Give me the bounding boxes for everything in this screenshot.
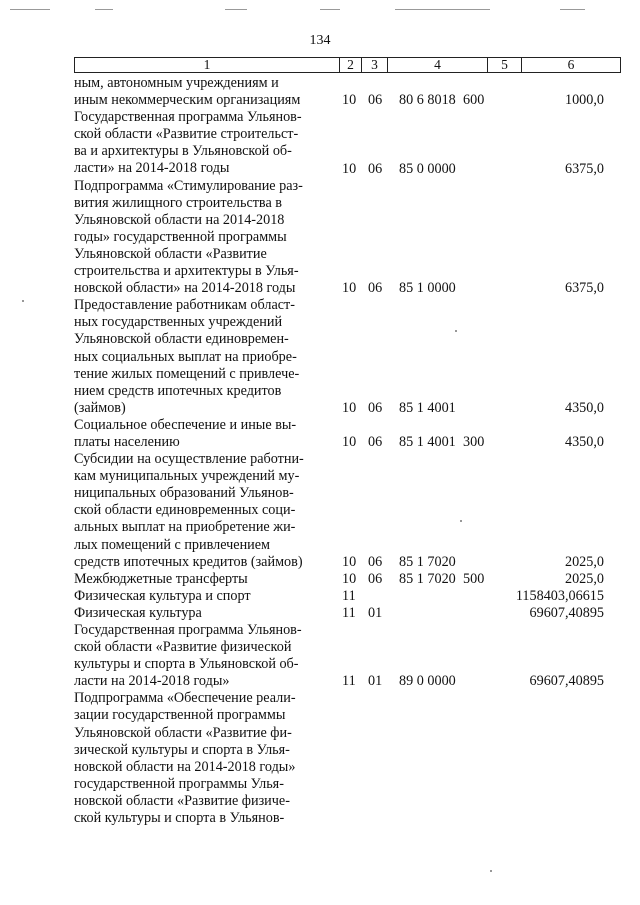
table-row [74, 605, 621, 622]
scan-speck [22, 300, 24, 302]
amount: 4350,0 [564, 399, 604, 416]
amount: 69607,40895 [529, 605, 604, 621]
subsection-code: 06 [368, 160, 383, 177]
target-article-code: 85 1 7020 [399, 553, 456, 570]
row-codes [74, 588, 621, 605]
row-codes [74, 400, 621, 417]
row-description: Физическая культура и спорт [74, 587, 251, 604]
table-row [74, 178, 621, 298]
scan-mark [560, 9, 585, 10]
row-description: Социальное обеспечение и иные вы- платы населению [74, 416, 297, 450]
column-header-6: 6 [567, 57, 575, 72]
expense-type-code: 300 [463, 434, 485, 451]
expense-type-code: 600 [463, 92, 485, 109]
budget-table-body [74, 75, 621, 827]
scan-mark [395, 9, 490, 10]
table-row [74, 588, 621, 605]
section-code: 10 [342, 160, 357, 177]
row-codes [74, 554, 621, 571]
amount: 6375,0 [564, 280, 604, 297]
subsection-code: 06 [368, 280, 383, 297]
target-article-code: 85 1 4001 [399, 399, 456, 416]
table-row [74, 109, 621, 177]
scan-mark [10, 9, 50, 10]
section-code: 11 [342, 673, 356, 690]
target-article-code: 85 1 0000 [399, 280, 456, 297]
row-codes [74, 92, 621, 109]
table-row [74, 690, 621, 827]
scan-speck [490, 870, 492, 872]
amount: 4350,0 [564, 434, 604, 451]
amount: 2025,0 [564, 570, 604, 587]
section-code: 10 [342, 280, 357, 297]
column-header-row [74, 57, 621, 73]
scan-mark [225, 9, 247, 10]
section-code: 11 [342, 605, 356, 621]
subsection-code: 06 [368, 434, 383, 451]
row-codes [74, 434, 621, 451]
column-header-5: 5 [488, 58, 522, 72]
subsection-code: 01 [368, 673, 383, 690]
section-code: 10 [342, 570, 357, 587]
target-article-code: 80 6 8018 [399, 92, 456, 109]
row-description: Физическая культура [74, 604, 202, 621]
target-article-code: 85 1 4001 [399, 434, 456, 451]
target-article-code: 89 0 0000 [399, 673, 456, 690]
section-code: 10 [342, 92, 357, 109]
section-code: 10 [342, 399, 357, 416]
target-article-code: 85 1 7020 [399, 570, 456, 587]
row-description: Государственная программа Ульянов- ской области «Развитие физической культуры и спорта в Ульяновской об- ласти на 2014-2018 годы» [74, 622, 302, 690]
scan-mark [95, 9, 113, 10]
section-code: 10 [342, 553, 357, 570]
row-codes [74, 280, 621, 297]
amount: 6375,0 [564, 160, 604, 177]
table-row [74, 75, 621, 109]
row-description: Подпрограмма «Обеспечение реали- зации государственной программы Ульяновской области «Развитие фи- зической культуры и спорта в Улья- новской области на 2014-2018 годы» государственной программы Улья- новской области «Развитие физиче- ской культуры и спорта в Ульянов- [74, 690, 296, 827]
row-description: Предоставление работникам област- ных государственных учреждений Ульяновской области единовремен- ных социальных выплат на приобре- тение жилых помещений с привлече- нием средств ипотечных кредитов (займов) [74, 297, 300, 416]
column-header-1: 1 [75, 58, 340, 72]
row-codes [74, 605, 621, 622]
section-code: 10 [342, 434, 357, 451]
subsection-code: 06 [368, 553, 383, 570]
row-codes [74, 673, 621, 690]
column-header-4: 4 [388, 58, 488, 72]
target-article-code: 85 0 0000 [399, 160, 456, 177]
row-codes [74, 161, 621, 178]
expense-type-code: 500 [463, 570, 485, 587]
row-description: Подпрограмма «Стимулирование раз- вития жилищного строительства в Ульяновской области на 2014-2018 годы» государственной программы Ульяновской области «Развитие строительства и архитектуры в Улья- новской области» на 2014-2018 годы [74, 177, 303, 297]
section-code: 11 [342, 587, 356, 604]
amount: 2025,0 [564, 553, 604, 570]
table-row [74, 297, 621, 417]
subsection-code: 06 [368, 399, 383, 416]
table-row [74, 417, 621, 451]
page-number: 134 [309, 33, 331, 48]
scan-mark [320, 9, 340, 10]
subsection-code: 06 [368, 92, 383, 109]
table-row [74, 451, 621, 571]
column-header-3: 3 [362, 58, 388, 72]
subsection-code: 01 [368, 605, 383, 621]
subsection-code: 06 [368, 570, 383, 587]
amount: 69607,40895 [529, 673, 604, 690]
row-description: Субсидии на осуществление работни- кам муниципальных учреждений му- ниципальных образований Ульянов- ской области единовременных соци- альных выплат на приобретение жи- лых помещений с привлечением средств ипотечных кредитов (займов) [74, 451, 304, 570]
row-description: Государственная программа Ульянов- ской области «Развитие строительст- ва и архитектуры в Ульяновской об- ласти» на 2014-2018 годы [74, 109, 302, 177]
table-row [74, 571, 621, 588]
column-header-2: 2 [340, 58, 362, 72]
row-description: ным, автономным учреждениям и иным некоммерческим организациям [74, 75, 301, 109]
row-codes [74, 810, 621, 827]
table-row [74, 622, 621, 690]
amount: 1158403,06615 [515, 587, 604, 604]
row-codes [74, 571, 621, 588]
row-description: Межбюджетные трансферты [74, 570, 248, 587]
amount: 1000,0 [564, 92, 604, 109]
